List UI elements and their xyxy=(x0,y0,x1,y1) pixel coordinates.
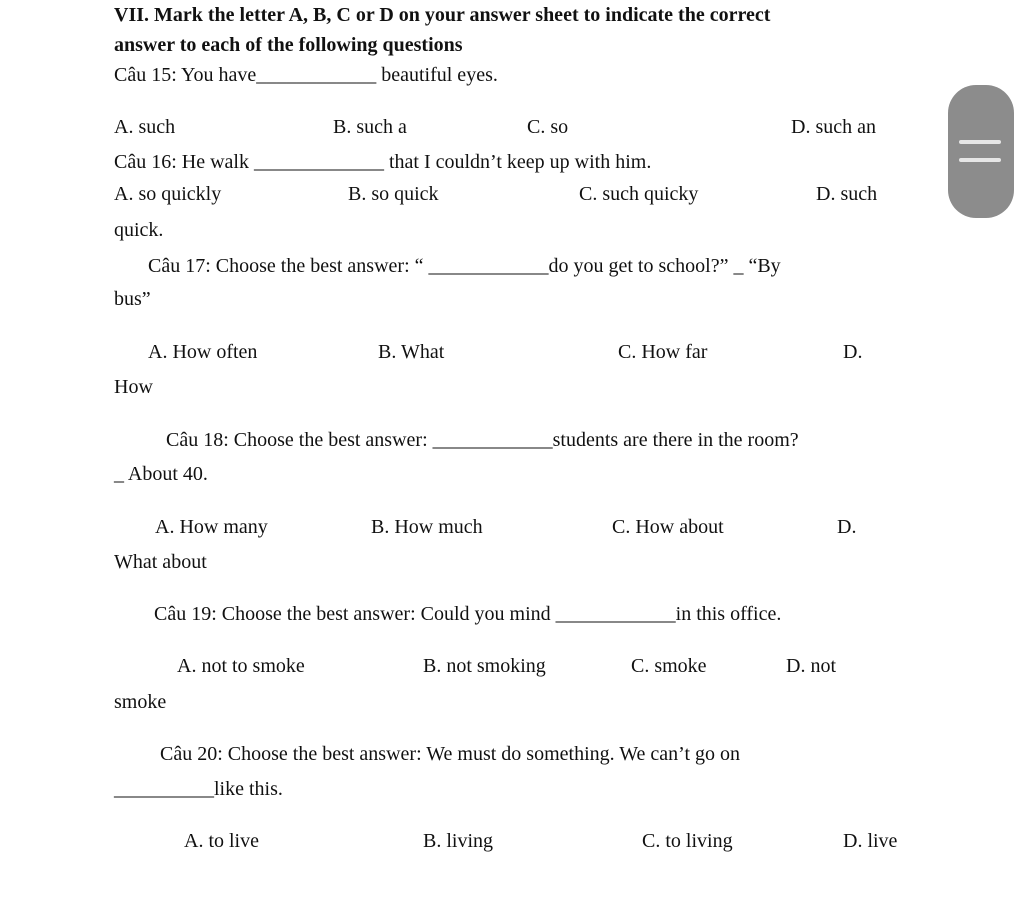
question-stem-continued: __________like this. xyxy=(114,778,283,800)
heading-line-1: VII. Mark the letter A, B, C or D on your answer sheet to indicate the correct xyxy=(114,4,771,26)
option-a: A. to live xyxy=(184,830,259,852)
option-d: D. not xyxy=(786,655,836,677)
question-stem: Câu 17: Choose the best answer: “ ____________do you get to school?” _ “By xyxy=(148,255,781,277)
option-b: B. not smoking xyxy=(423,655,546,677)
question-stem-continued: bus” xyxy=(114,288,151,310)
option-d-continued: smoke xyxy=(114,691,167,713)
option-c: C. so xyxy=(527,116,569,138)
question-stem-continued: _ About 40. xyxy=(114,463,208,485)
option-c: C. How far xyxy=(618,341,708,363)
option-b: B. living xyxy=(423,830,494,852)
option-d: D. xyxy=(837,516,857,538)
option-c: C. smoke xyxy=(631,655,707,677)
option-a: A. not to smoke xyxy=(177,655,305,677)
option-a: A. How many xyxy=(155,516,268,538)
option-d: D. live xyxy=(843,830,898,852)
option-a: A. How often xyxy=(148,341,258,363)
question-stem: Câu 18: Choose the best answer: ____________students are there in the room? xyxy=(166,429,799,451)
option-d-continued: quick. xyxy=(114,219,164,241)
option-b: B. What xyxy=(378,341,445,363)
option-c: C. to living xyxy=(642,830,733,852)
drag-handle[interactable] xyxy=(948,85,1014,218)
heading-line-2: answer to each of the following questions xyxy=(114,34,463,56)
option-b: B. so quick xyxy=(348,183,439,205)
option-c: C. How about xyxy=(612,516,724,538)
handle-grip-icon xyxy=(959,158,1001,162)
option-b: B. such a xyxy=(333,116,407,138)
option-b: B. How much xyxy=(371,516,483,538)
option-d-continued: What about xyxy=(114,551,207,573)
question-stem: Câu 16: He walk _____________ that I couldn’t keep up with him. xyxy=(114,151,652,173)
question-stem: Câu 15: You have____________ beautiful eyes. xyxy=(114,64,498,86)
option-a: A. so quickly xyxy=(114,183,222,205)
question-stem: Câu 19: Choose the best answer: Could you mind ____________in this office. xyxy=(154,603,782,625)
option-d-continued: How xyxy=(114,376,153,398)
option-d: D. xyxy=(843,341,863,363)
handle-grip-icon xyxy=(959,140,1001,144)
option-a: A. such xyxy=(114,116,176,138)
option-c: C. such quicky xyxy=(579,183,699,205)
option-d: D. such xyxy=(816,183,878,205)
question-stem: Câu 20: Choose the best answer: We must do something. We can’t go on xyxy=(160,743,741,765)
option-d: D. such an xyxy=(791,116,876,138)
